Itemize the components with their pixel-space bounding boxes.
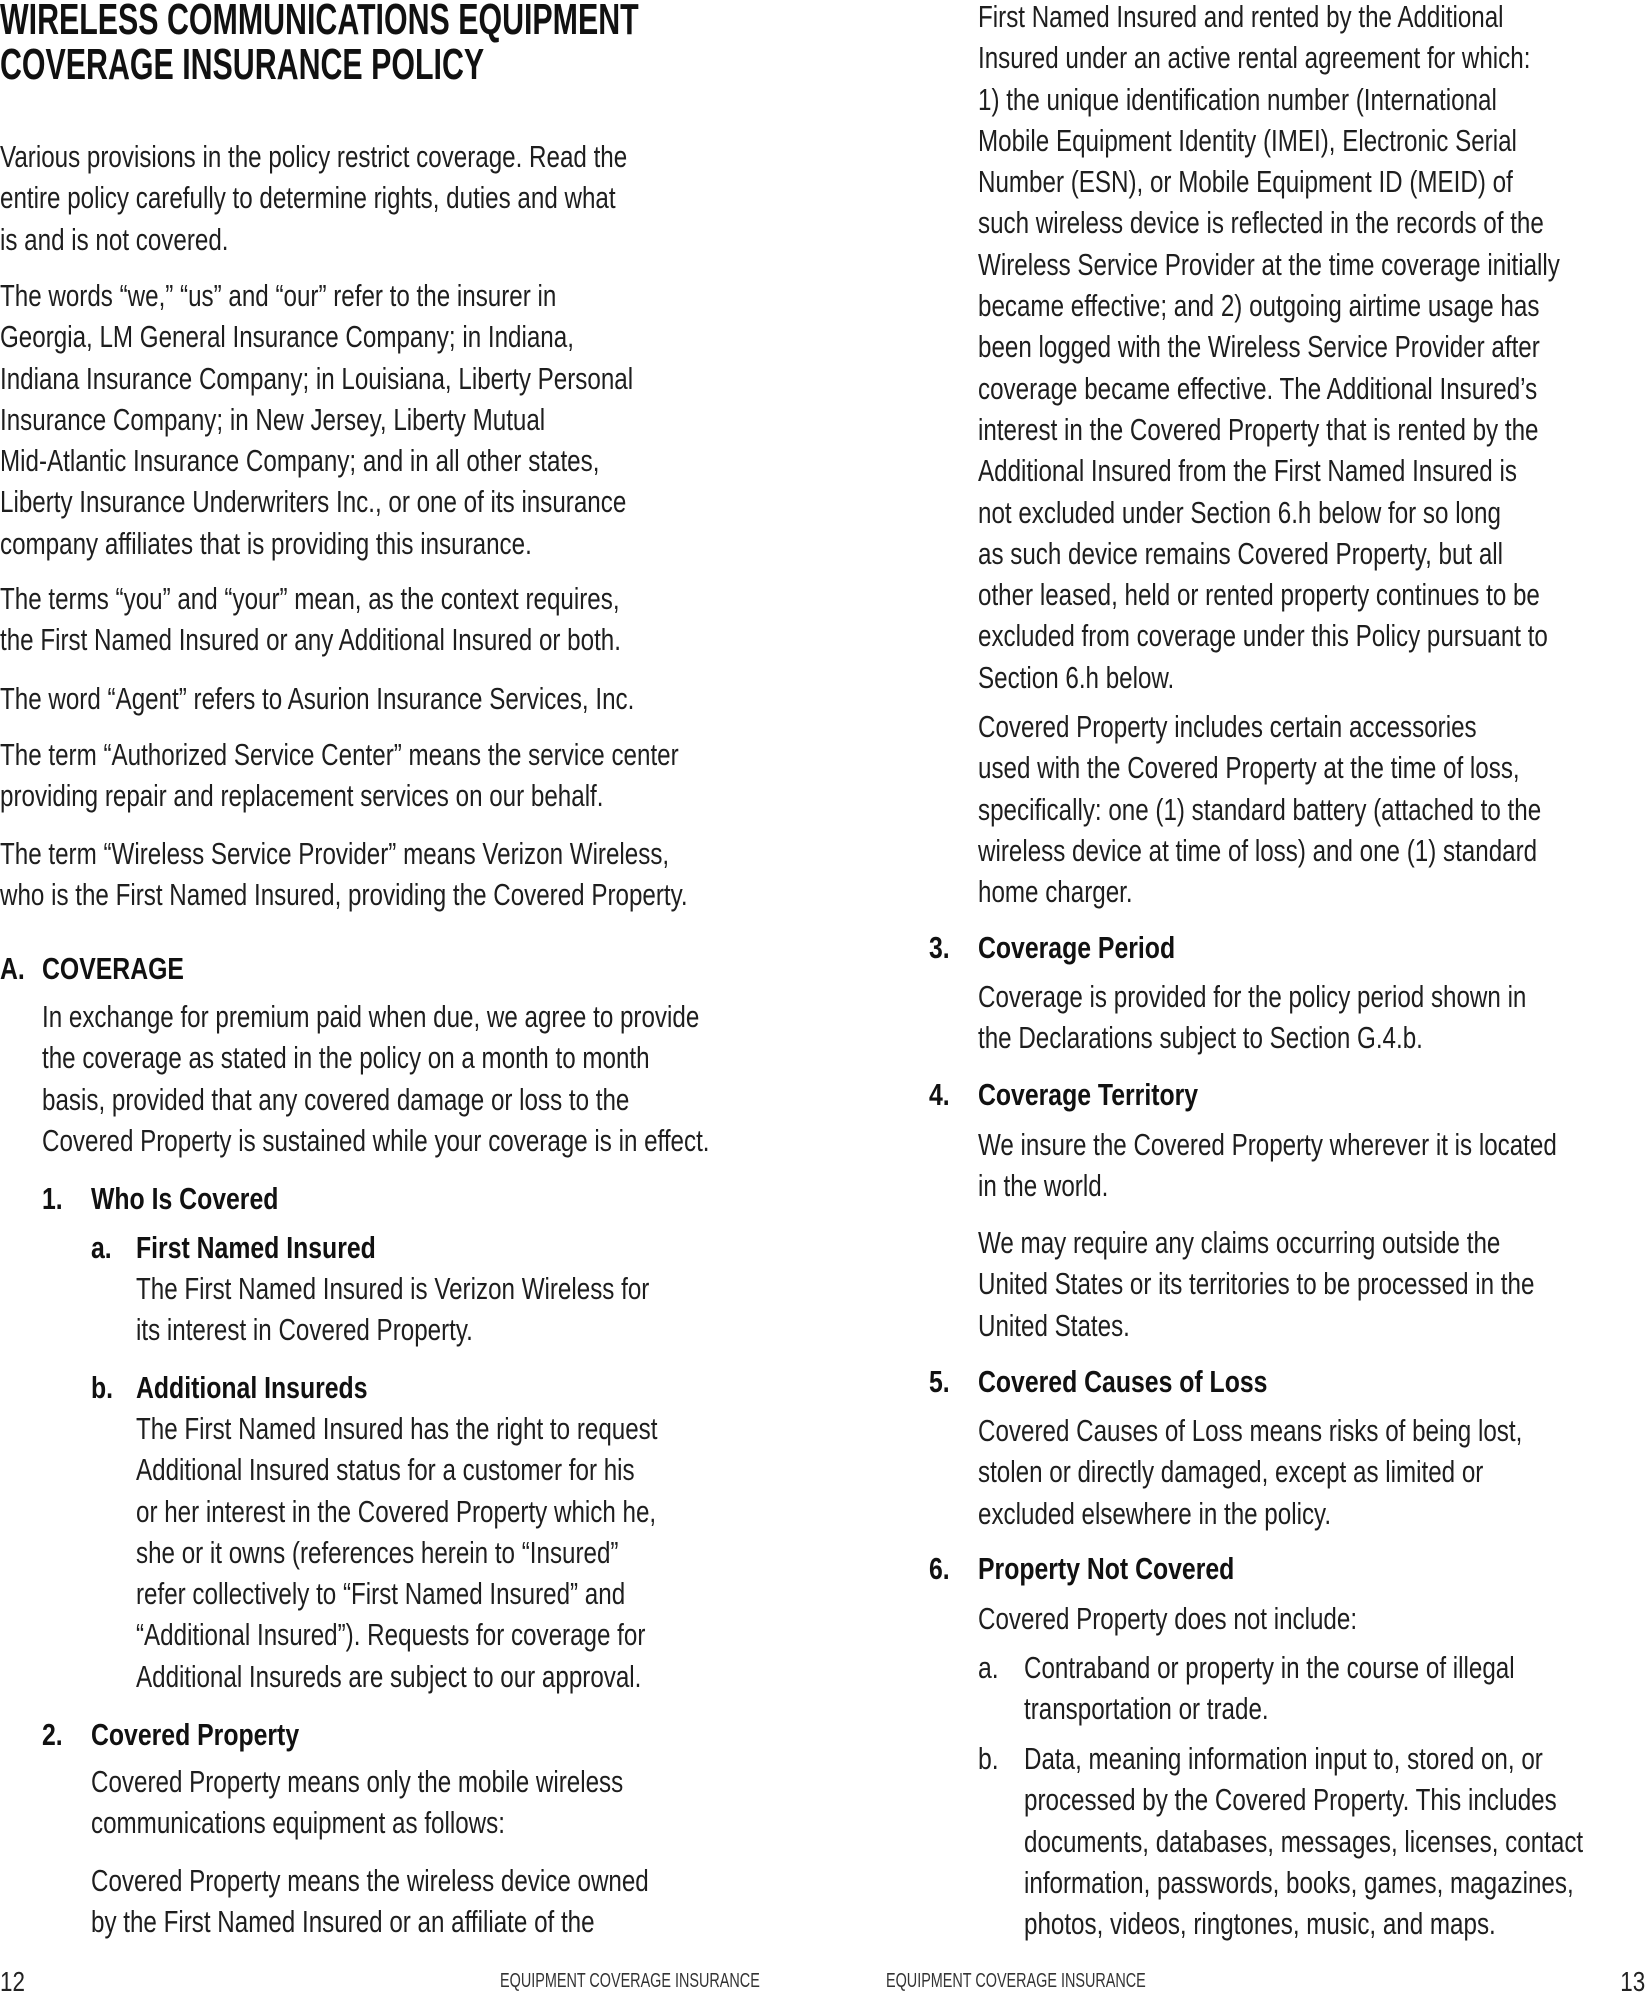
text-line: Covered Property means the wireless device owned <box>91 1863 649 1898</box>
text-line: “Additional Insured”). Requests for coverage for <box>136 1617 646 1653</box>
text-line: Covered Property means only the mobile wireless <box>91 1764 624 1799</box>
item-3-number: 3. <box>929 930 950 965</box>
agent-definition-paragraph <box>0 678 813 719</box>
text-line: Various provisions in the policy restrict coverage. Read the <box>0 139 628 174</box>
text-line: Additional Insured from the First Named Insured is <box>978 453 1517 489</box>
text-line: Additional Insureds are subject to our approval. <box>136 1658 642 1694</box>
text-line: documents, databases, messages, licenses, contact <box>1024 1823 1584 1859</box>
text-line: Coverage is provided for the policy period shown in <box>978 979 1527 1014</box>
text-line: in the world. <box>978 1168 1109 1204</box>
you-definition-paragraph <box>0 578 796 661</box>
text-line: basis, provided that any covered damage or loss to the <box>42 1081 630 1117</box>
item-4-paragraph-2 <box>978 1222 1648 1346</box>
text-line: excluded elsewhere in the policy. <box>978 1495 1332 1531</box>
text-line: transportation or trade. <box>1024 1691 1269 1727</box>
text-line: other leased, held or rented property continues to be <box>978 577 1540 613</box>
text-line: Mobile Equipment Identity (IMEI), Electronic Serial <box>978 122 1517 158</box>
item-3-paragraph <box>978 976 1648 1059</box>
text-line: became effective; and 2) outgoing airtime usage has <box>978 288 1540 324</box>
section-a-letter: A. <box>0 951 25 986</box>
text-line: the First Named Insured or any Additional Insured or both. <box>0 622 621 658</box>
text-line: entire policy carefully to determine rights, duties and what <box>0 180 616 216</box>
text-line: The words “we,” “us” and “our” refer to the insurer in <box>0 278 557 313</box>
text-line: providing repair and replacement services on our behalf. <box>0 778 604 814</box>
insurer-definition-paragraph <box>0 275 812 564</box>
item-5-number: 5. <box>929 1364 950 1399</box>
document-title <box>0 0 926 87</box>
text-line: Insurance Company; in New Jersey, Liberty Mutual <box>0 401 546 437</box>
text-line: We may require any claims occurring outside the <box>978 1225 1501 1260</box>
text-line: used with the Covered Property at the time of loss, <box>978 750 1520 786</box>
text-line: company affiliates that is providing this insurance. <box>0 525 532 561</box>
wireless-provider-definition-paragraph <box>0 833 882 916</box>
text-line: Mid-Atlantic Insurance Company; and in all other states, <box>0 443 600 479</box>
text-line: not excluded under Section 6.h below for so long <box>978 494 1501 530</box>
text-line: the Declarations subject to Section G.4.b. <box>978 1020 1423 1056</box>
item-1b-paragraph <box>136 1408 805 1697</box>
text-line: The terms “you” and “your” mean, as the context requires, <box>0 581 620 616</box>
item-2-paragraph-2 <box>91 1860 806 1943</box>
text-line: Number (ESN), or Mobile Equipment ID (MEID) of <box>978 164 1513 200</box>
item-1b-letter: b. <box>91 1370 114 1405</box>
text-line: Contraband or property in the course of illegal <box>1024 1650 1515 1685</box>
item-6a-paragraph <box>1024 1647 1648 1730</box>
item-6-number: 6. <box>929 1551 950 1586</box>
item-1-number: 1. <box>42 1181 63 1216</box>
text-line: First Named Insured and rented by the Additional <box>978 0 1504 34</box>
item-1b-heading: Additional Insureds <box>136 1370 368 1405</box>
item-2-number: 2. <box>42 1717 63 1752</box>
text-line: excluded from coverage under this Policy pursuant to <box>978 618 1548 654</box>
accessories-paragraph <box>978 706 1648 912</box>
text-line: coverage became effective. The Additional Insured’s <box>978 370 1538 406</box>
text-line: wireless device at time of loss) and one (1) standard <box>978 832 1538 868</box>
text-line: Insured under an active rental agreement for which: <box>978 40 1531 76</box>
text-line: as such device remains Covered Property, but all <box>978 535 1504 571</box>
text-line: Georgia, LM General Insurance Company; in Indiana, <box>0 319 574 355</box>
item-6a-letter: a. <box>978 1650 999 1685</box>
text-line: COVERAGE INSURANCE POLICY <box>0 40 485 89</box>
item-4-number: 4. <box>929 1077 950 1112</box>
item-5-paragraph <box>978 1410 1648 1534</box>
text-line: The First Named Insured has the right to request <box>136 1411 658 1446</box>
page-number-left: 12 <box>0 1966 25 1997</box>
text-line: United States or its territories to be processed in the <box>978 1266 1535 1302</box>
item-1a-paragraph <box>136 1268 794 1351</box>
text-line: interest in the Covered Property that is rented by the <box>978 411 1539 447</box>
intro-paragraph <box>0 136 804 260</box>
text-line: the coverage as stated in the policy on a month to month <box>42 1040 650 1076</box>
text-line: communications equipment as follows: <box>91 1805 505 1841</box>
footer-label-right: EQUIPMENT COVERAGE INSURANCE <box>886 1970 1146 1992</box>
item-6-paragraph <box>978 1598 1464 1639</box>
text-line: Data, meaning information input to, stored on, or <box>1024 1741 1543 1776</box>
text-line: processed by the Covered Property. This includes <box>1024 1782 1557 1818</box>
page-number-right: 13 <box>1620 1966 1645 1997</box>
text-line: specifically: one (1) standard battery (attached to the <box>978 791 1542 827</box>
item-6b-letter: b. <box>978 1741 999 1776</box>
covered-property-continued-paragraph <box>978 0 1648 698</box>
item-4-paragraph-1 <box>978 1124 1648 1207</box>
item-3-heading: Coverage Period <box>978 930 1176 965</box>
text-line: Section 6.h below. <box>978 659 1175 695</box>
text-line: Wireless Service Provider at the time coverage initially <box>978 246 1560 282</box>
text-line: been logged with the Wireless Service Provider after <box>978 329 1540 365</box>
item-2-heading: Covered Property <box>91 1717 300 1752</box>
text-line: In exchange for premium paid when due, we agree to provide <box>42 999 700 1034</box>
text-line: who is the First Named Insured, providing the Covered Property. <box>0 877 688 913</box>
text-line: Covered Property includes certain accessories <box>978 709 1477 744</box>
text-line: Liberty Insurance Underwriters Inc., or one of its insurance <box>0 484 627 520</box>
text-line: Additional Insured status for a customer for his <box>136 1452 635 1488</box>
text-line: The word “Agent” refers to Asurion Insurance Services, Inc. <box>0 681 635 716</box>
item-6-heading: Property Not Covered <box>978 1551 1235 1586</box>
coverage-paragraph <box>42 996 898 1161</box>
text-line: stolen or directly damaged, except as limited or <box>978 1454 1484 1490</box>
item-1-heading: Who Is Covered <box>91 1181 279 1216</box>
text-line: 1) the unique identification number (International <box>978 81 1497 117</box>
text-line: its interest in Covered Property. <box>136 1312 473 1348</box>
text-line: The term “Wireless Service Provider” means Verizon Wireless, <box>0 836 670 871</box>
text-line: The First Named Insured is Verizon Wireless for <box>136 1271 650 1306</box>
section-a-heading: COVERAGE <box>42 951 184 986</box>
text-line: WIRELESS COMMUNICATIONS EQUIPMENT <box>0 0 639 44</box>
text-line: she or it owns (references herein to “Insured” <box>136 1534 619 1570</box>
text-line: United States. <box>978 1307 1130 1343</box>
item-5-heading: Covered Causes of Loss <box>978 1364 1268 1399</box>
text-line: such wireless device is reflected in the records of the <box>978 205 1544 241</box>
text-line: by the First Named Insured or an affiliate of the <box>91 1904 595 1940</box>
text-line: We insure the Covered Property wherever it is located <box>978 1127 1557 1162</box>
item-4-heading: Coverage Territory <box>978 1077 1199 1112</box>
text-line: information, passwords, books, games, magazines, <box>1024 1864 1574 1900</box>
text-line: refer collectively to “First Named Insured” and <box>136 1576 626 1612</box>
text-line: Covered Property does not include: <box>978 1601 1358 1636</box>
item-6b-paragraph <box>1024 1738 1648 1944</box>
text-line: photos, videos, ringtones, music, and maps. <box>1024 1906 1496 1942</box>
text-line: or her interest in the Covered Property which he, <box>136 1493 657 1529</box>
item-1a-heading: First Named Insured <box>136 1230 376 1265</box>
text-line: Covered Property is sustained while your coverage is in effect. <box>42 1122 710 1158</box>
item-1a-letter: a. <box>91 1230 112 1265</box>
service-center-definition-paragraph <box>0 734 870 817</box>
item-2-paragraph-1 <box>91 1761 773 1844</box>
text-line: is and is not covered. <box>0 221 229 257</box>
text-line: Covered Causes of Loss means risks of being lost, <box>978 1413 1523 1448</box>
text-line: The term “Authorized Service Center” means the service center <box>0 737 679 772</box>
footer-label-left: EQUIPMENT COVERAGE INSURANCE <box>500 1970 760 1992</box>
text-line: home charger. <box>978 874 1133 910</box>
text-line: Indiana Insurance Company; in Louisiana, Liberty Personal <box>0 360 634 396</box>
